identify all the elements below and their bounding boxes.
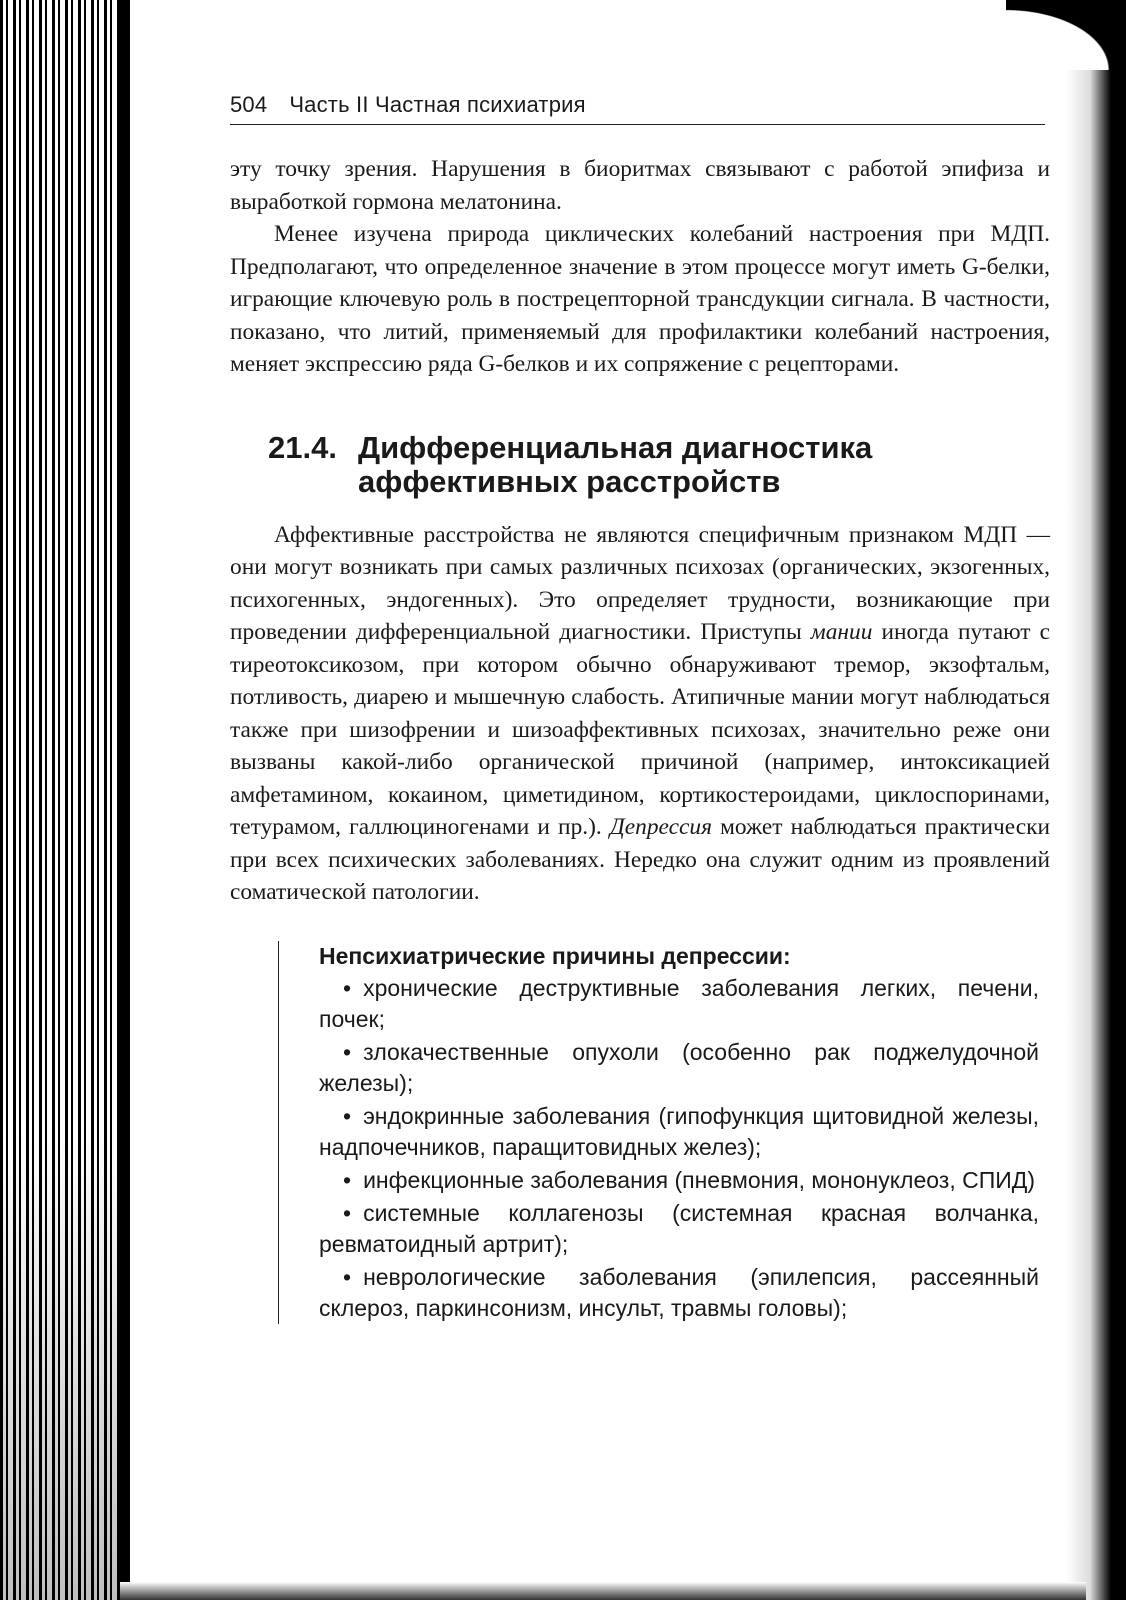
list-item — [319, 1101, 1039, 1163]
bullet-icon: • — [343, 1166, 352, 1193]
list-item-text: эндокринные заболевания (гипофункция щитовидной железы, надпочечников, паращитовидных желез); — [319, 1102, 1039, 1160]
top-text — [230, 153, 1050, 381]
sidebar-box — [278, 941, 1039, 1324]
paragraph — [230, 519, 1050, 909]
list-item — [319, 1198, 1039, 1260]
text-run: Аффективные расстройства не являются специфичным признаком МДП — они могут возникать при самых различных психозах (органических, экзогенных, психогенных, эндогенных). Это определяет трудности, возникающие при проведении дифференциальной диагностики. Приступы — [230, 521, 1050, 645]
paragraph: Менее изучена природа циклических колебаний настроения при МДП. Предполагают, что определенное значение в этом процессе могут иметь G-белки, играющие ключевую роль в пострецепторной трансдукции сигнала. В частности, показано, что литий, применяемый для профилактики колебаний настроения, меняет экспрессию ряда G-белков и их сопряжение с рецепторами. — [230, 221, 1050, 377]
list-item — [319, 1037, 1039, 1099]
list-item-text: неврологические заболевания (эпилепсия, рассеянный склероз, паркинсонизм, инсульт, травмы головы); — [319, 1263, 1039, 1321]
section-heading — [268, 431, 1050, 499]
bullet-icon: • — [343, 974, 352, 1001]
list-item-text: хронические деструктивные заболевания легких, печени, почек; — [319, 974, 1039, 1032]
main-text — [230, 519, 1050, 909]
section-number: 21.4. — [268, 429, 337, 465]
list-item-text: системные коллагенозы (системная красная волчанка, ревматоидный артрит); — [319, 1199, 1039, 1257]
list-item — [319, 973, 1039, 1035]
bullet-icon: • — [343, 1102, 352, 1129]
bottom-page-edge — [120, 1582, 1086, 1600]
emphasis-mania: мании — [810, 619, 873, 645]
text-run: может наблюдаться практически при всех психических заболеваниях. Нередко она служит одним из проявлений соматической патологии. — [230, 814, 1050, 905]
right-page-curl — [1066, 0, 1126, 1600]
running-head — [230, 92, 1045, 125]
bullet-icon: • — [343, 1199, 352, 1226]
list-item-text: инфекционные заболевания (пневмония, мононуклеоз, СПИД) — [363, 1166, 1036, 1193]
emphasis-depression: Депрессия — [609, 814, 712, 840]
bullet-icon: • — [343, 1263, 352, 1290]
book-page — [230, 92, 1050, 1326]
paragraph: эту точку зрения. Нарушения в биоритмах связывают с работой эпифиза и выработкой гормона мелатонина. — [230, 156, 1050, 215]
page-number: 504 — [230, 92, 268, 117]
text-run: иногда путают с тиреотоксикозом, при котором обычно обнаруживают тремор, экзофтальм, потливость, диарею и мышечную слабость. Атипичные мании могут наблюдаться также при шизофрении и шизоаффективных психозах, значительно реже они вызваны какой-либо органической причиной (например, интоксикацией амфетамином, кокаином, циметидином, кортикостероидами, циклоспоринами, тетурамом, галлюциногенами и пр.). — [230, 619, 1051, 840]
cause-list — [319, 973, 1039, 1324]
running-head-title: Часть II Частная психиатрия — [289, 92, 586, 117]
list-item — [319, 1262, 1039, 1324]
bullet-icon: • — [343, 1038, 352, 1065]
list-item — [319, 1165, 1039, 1196]
top-right-page-curl — [1006, 0, 1126, 70]
list-item-text: злокачественные опухоли (особенно рак поджелудочной железы); — [319, 1038, 1039, 1096]
page-edge-shadow — [0, 0, 130, 1600]
box-title: Непсихиатрические причины депрессии: — [319, 942, 791, 969]
section-title: Дифференциальная диагностика аффективных расстройств — [358, 429, 873, 499]
